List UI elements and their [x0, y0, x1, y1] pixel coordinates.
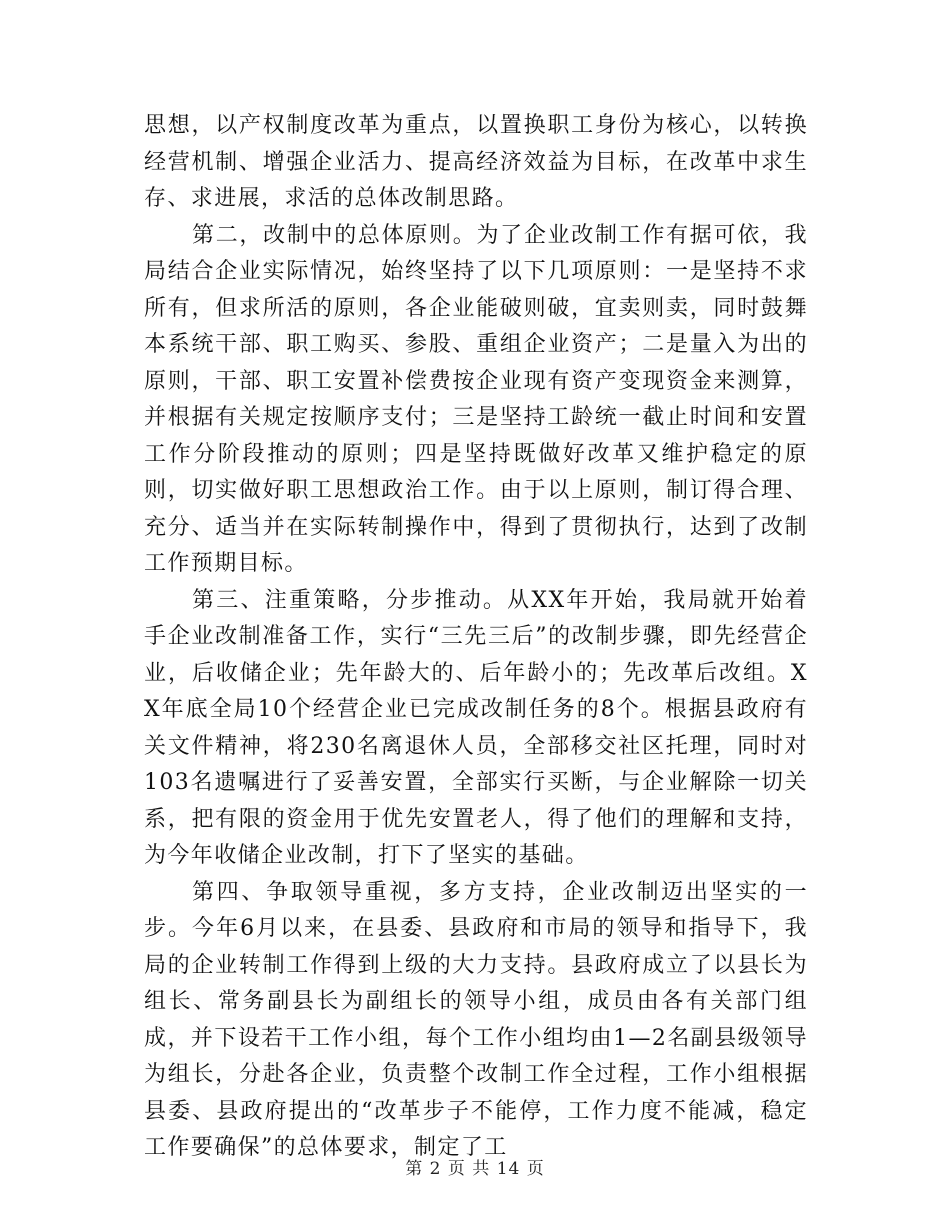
paragraph-second-principle: 第二，改制中的总体原则。为了企业改制工作有据可依，我局结合企业实际情况，始终坚持了以下几项原则：一是坚持不求所有，但求所活的原则，各企业能破则破，宜卖则卖，同时鼓舞本系统干部、职工购买、参股、重组企业资产；二是量入为出的原则，干部、职工安置补偿费按企业现有资产变现资金来测算，并根据有关规定按顺序支付；三是坚持工龄统一截止时间和安置工作分阶段推动的原则；四是坚持既做好改革又维护稳定的原则，切实做好职工思想政治工作。由于以上原则，制订得合理、充分、适当并在实际转制操作中，得到了贯彻执行，达到了改制工作预期目标。: [144, 222, 808, 576]
paragraph-continuation: 思想，以产权制度改革为重点，以置换职工身份为核心，以转换经营机制、增强企业活力、提高经济效益为目标，在改革中求生存、求进展，求活的总体改制思路。: [144, 113, 808, 211]
document-body: [144, 108, 808, 1167]
page-number-footer: 第 2 页 共 14 页: [405, 1159, 545, 1179]
paragraph-third-strategy: 第三、注重策略，分步推动。从XX年开始，我局就开始着手企业改制准备工作，实行“三先三后”的改制步骤，即先经营企业，后收储企业；先年龄大的、后年龄小的；先改革后改组。XX年底全局10个经营企业已完成改制任务的8个。根据县政府有关文件精神，将230名离退休人员，全部移交社区托理，同时对103名遗嘱进行了妥善安置，全部实行买断，与企业解除一切关系，把有限的资金用于优先安置老人，得了他们的理解和支持，为今年收储企业改制，打下了坚实的基础。: [144, 587, 808, 868]
paragraph-fourth-leadership: 第四、争取领导重视，多方支持，企业改制迈出坚实的一步。今年6月以来，在县委、县政府和市局的领导和指导下，我局的企业转制工作得到上级的大力支持。县政府成立了以县长为组长、常务副县长为副组长的领导小组，成员由各有关部门组成，并下设若干工作小组，每个工作小组均由1—2名副县级领导为组长，分赴各企业，负责整个改制工作全过程，工作小组根据县委、县政府提出的“改革步子不能停，工作力度不能减，稳定工作要确保”的总体要求，制定了工: [144, 879, 808, 1160]
